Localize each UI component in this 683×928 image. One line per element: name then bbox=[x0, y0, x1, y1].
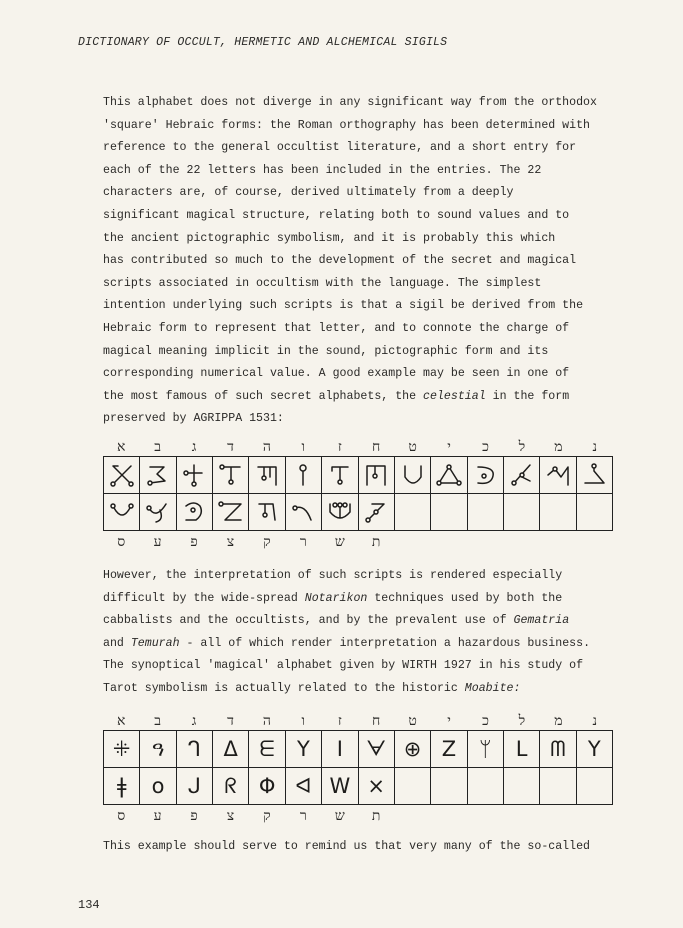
hebrew-letter-row-bottom bbox=[103, 531, 613, 553]
hebrew-letter: ב bbox=[154, 713, 161, 729]
gematria-term: Gematria bbox=[513, 614, 570, 628]
hebrew-letter: צ bbox=[226, 534, 235, 550]
hebrew-letter: ח bbox=[372, 439, 381, 455]
moabite-term: Moabite: bbox=[464, 681, 521, 695]
moabite-glyph bbox=[540, 731, 576, 768]
celestial-glyph-lamed bbox=[504, 457, 540, 494]
empty-cell bbox=[577, 768, 613, 805]
hebrew-letter: ת bbox=[371, 808, 381, 824]
hebrew-letter: י bbox=[447, 713, 451, 729]
hebrew-letter: ק bbox=[263, 534, 271, 550]
moabite-glyph-grid bbox=[103, 731, 613, 805]
moabite-glyph-symbol: I bbox=[336, 736, 343, 761]
empty-cell bbox=[504, 494, 540, 531]
moabite-glyph bbox=[249, 731, 285, 768]
moabite-glyph-symbol: Y bbox=[297, 736, 310, 761]
moabite-glyph bbox=[140, 768, 176, 805]
hebrew-letter: ר bbox=[299, 808, 307, 824]
moabite-glyph-symbol: ᗄ bbox=[366, 736, 387, 761]
moabite-glyph bbox=[213, 768, 249, 805]
celestial-glyph-samekh bbox=[104, 494, 140, 531]
paragraph-2-text-d: - all of which render interpretation a hazardous business. The synoptical 'magical' alphabet given by WIRTH 1927 in his study of Tarot symbolism is actually related to the historic bbox=[103, 636, 591, 695]
empty-cell bbox=[504, 768, 540, 805]
empty-cell bbox=[431, 768, 467, 805]
moabite-glyph bbox=[468, 731, 504, 768]
celestial-glyph-tzaddi bbox=[213, 494, 249, 531]
hebrew-letter: ט bbox=[408, 439, 417, 455]
hebrew-letter: ט bbox=[408, 713, 417, 729]
hebrew-letter: מ bbox=[554, 439, 563, 455]
moabite-glyph bbox=[322, 731, 358, 768]
empty-cell bbox=[468, 494, 504, 531]
moabite-glyph-symbol: Z bbox=[441, 736, 457, 761]
moabite-glyph-symbol: ᒪ bbox=[515, 736, 528, 761]
hebrew-letter: נ bbox=[592, 439, 598, 455]
hebrew-letter-row bbox=[103, 438, 613, 457]
celestial-glyph-caph bbox=[468, 457, 504, 494]
celestial-glyph-he bbox=[249, 457, 285, 494]
moabite-glyph bbox=[177, 731, 213, 768]
hebrew-letter: ג bbox=[191, 713, 197, 729]
hebrew-letter: ו bbox=[301, 713, 306, 729]
empty-cell bbox=[395, 494, 431, 531]
moabite-glyph bbox=[431, 731, 467, 768]
hebrew-letter: ז bbox=[337, 713, 342, 729]
empty-cell bbox=[540, 494, 576, 531]
paragraph-1-text: This alphabet does not diverge in any significant way from the orthodox 'square' Hebraic forms: the Roman orthography has been determined with reference to the general occultist literature, and a short entry for each of the 22 letters has been included in the entries. The 22 characters are, of course, derived ultimately from a deeply significant magical structure, relating both to sound values and to the ancient pictographic symbolism, and it is probably this which has contributed so much to the development of the secret and magical scripts associated in occultism with the language. The simplest intention underlying such scripts is that a sigil be derived from the Hebraic form to represent that letter, and to connote the charge of magical meaning implicit in the sound, pictographic form and its corresponding numerical value. A good example may be seen in one of the most famous of such secret alphabets, the bbox=[103, 96, 597, 403]
hebrew-letter: ש bbox=[334, 808, 345, 824]
celestial-glyph-nun bbox=[577, 457, 613, 494]
paragraph-1-end: in the form preserved by AGRIPPA 1531: bbox=[103, 389, 570, 426]
moabite-glyph-symbol: Φ bbox=[258, 773, 276, 798]
moabite-glyph bbox=[504, 731, 540, 768]
moabite-glyph-symbol: ⊕ bbox=[403, 736, 422, 761]
moabite-alphabet-table bbox=[103, 712, 613, 827]
celestial-glyph-zain bbox=[322, 457, 358, 494]
celestial-glyph-tau bbox=[359, 494, 395, 531]
hebrew-letter: נ bbox=[592, 713, 598, 729]
hebrew-letter: ל bbox=[518, 439, 526, 455]
hebrew-letter: ר bbox=[299, 534, 307, 550]
moabite-glyph-symbol: ꔰ bbox=[112, 736, 131, 761]
celestial-glyph-beth bbox=[140, 457, 176, 494]
running-header: DICTIONARY OF OCCULT, HERMETIC AND ALCHEMICAL SIGILS bbox=[78, 36, 448, 49]
paragraph-2-text-b: techniques used by both the cabbalists and the occultists, and by the prevalent use of bbox=[103, 591, 563, 628]
hebrew-letter: ע bbox=[153, 808, 162, 824]
moabite-glyph bbox=[359, 768, 395, 805]
celestial-glyph-daleth bbox=[213, 457, 249, 494]
hebrew-letter: ב bbox=[154, 439, 161, 455]
moabite-glyph bbox=[213, 731, 249, 768]
celestial-glyph-heth bbox=[359, 457, 395, 494]
moabite-glyph-symbol: Y bbox=[587, 736, 601, 761]
hebrew-letter: ד bbox=[227, 713, 234, 729]
hebrew-letter: כ bbox=[482, 439, 489, 455]
celestial-glyph-pe bbox=[177, 494, 213, 531]
moabite-glyph bbox=[104, 731, 140, 768]
hebrew-letter: י bbox=[447, 439, 451, 455]
hebrew-letter: מ bbox=[554, 713, 563, 729]
paragraph-2 bbox=[103, 565, 651, 701]
moabite-glyph-symbol: W bbox=[329, 773, 351, 798]
hebrew-letter: כ bbox=[482, 713, 489, 729]
empty-cell bbox=[468, 768, 504, 805]
celestial-glyph-resh bbox=[286, 494, 322, 531]
moabite-glyph-symbol: ዓ bbox=[151, 736, 165, 761]
hebrew-letter: ש bbox=[334, 534, 345, 550]
celestial-glyph-teth bbox=[395, 457, 431, 494]
hebrew-letter-row-bottom bbox=[103, 805, 613, 827]
hebrew-letter: ס bbox=[117, 534, 126, 550]
celestial-glyph-mem bbox=[540, 457, 576, 494]
hebrew-letter: פ bbox=[190, 808, 198, 824]
moabite-glyph-symbol: ᗰ bbox=[550, 736, 566, 761]
celestial-glyph-yod bbox=[431, 457, 467, 494]
hebrew-letter: ע bbox=[153, 534, 162, 550]
moabite-glyph-symbol: Δ bbox=[223, 736, 238, 761]
moabite-glyph-symbol: ᒉ bbox=[187, 736, 201, 761]
hebrew-letter: ד bbox=[227, 439, 234, 455]
hebrew-letter: ק bbox=[263, 808, 271, 824]
hebrew-letter: ס bbox=[117, 808, 126, 824]
moabite-glyph-symbol: ᛘ bbox=[478, 736, 492, 761]
moabite-glyph bbox=[286, 731, 322, 768]
moabite-glyph-symbol: ᒍ bbox=[187, 773, 201, 798]
moabite-glyph-symbol: ᐊ bbox=[295, 773, 312, 798]
hebrew-letter: ח bbox=[372, 713, 381, 729]
notarikon-term: Notarikon bbox=[304, 591, 368, 605]
hebrew-letter: א bbox=[117, 713, 126, 729]
moabite-glyph-symbol: o bbox=[151, 773, 165, 798]
hebrew-letter: פ bbox=[190, 534, 198, 550]
celestial-alphabet-table bbox=[103, 438, 613, 553]
hebrew-letter: ל bbox=[518, 713, 526, 729]
celestial-glyph-vau bbox=[286, 457, 322, 494]
moabite-glyph bbox=[177, 768, 213, 805]
hebrew-letter: ו bbox=[301, 439, 306, 455]
hebrew-letter-row bbox=[103, 712, 613, 731]
hebrew-letter: ה bbox=[262, 439, 271, 455]
celestial-glyph-ayin bbox=[140, 494, 176, 531]
hebrew-letter: ז bbox=[337, 439, 342, 455]
page-number: 134 bbox=[78, 898, 100, 912]
moabite-glyph bbox=[104, 768, 140, 805]
moabite-glyph-symbol: × bbox=[367, 773, 385, 798]
empty-cell bbox=[577, 494, 613, 531]
paragraph-2-text-c: and bbox=[103, 636, 124, 650]
moabite-glyph-symbol: ǂ bbox=[116, 773, 127, 798]
celestial-glyph-grid bbox=[103, 457, 613, 531]
paragraph-1 bbox=[103, 92, 651, 431]
moabite-glyph bbox=[249, 768, 285, 805]
moabite-glyph bbox=[140, 731, 176, 768]
paragraph-2-text-a: However, the interpretation of such scripts is rendered especially difficult by the wide-spread bbox=[103, 569, 563, 605]
moabite-glyph-symbol: ᗴ bbox=[259, 736, 275, 761]
moabite-glyph bbox=[286, 768, 322, 805]
empty-cell bbox=[395, 768, 431, 805]
hebrew-letter: ג bbox=[191, 439, 197, 455]
temurah-term: Temurah bbox=[130, 636, 180, 650]
empty-cell bbox=[540, 768, 576, 805]
celestial-glyph-qoph bbox=[249, 494, 285, 531]
moabite-glyph bbox=[322, 768, 358, 805]
paragraph-3: This example should serve to remind us that very many of the so-called bbox=[103, 840, 591, 853]
celestial-glyph-aleph bbox=[104, 457, 140, 494]
celestial-glyph-shin bbox=[322, 494, 358, 531]
celestial-term: celestial bbox=[423, 389, 486, 403]
empty-cell bbox=[431, 494, 467, 531]
moabite-glyph bbox=[577, 731, 613, 768]
moabite-glyph bbox=[395, 731, 431, 768]
celestial-glyph-gimel bbox=[177, 457, 213, 494]
hebrew-letter: ה bbox=[262, 713, 271, 729]
hebrew-letter: צ bbox=[226, 808, 235, 824]
moabite-glyph-symbol: ᖇ bbox=[224, 773, 237, 798]
moabite-glyph bbox=[359, 731, 395, 768]
hebrew-letter: א bbox=[117, 439, 126, 455]
hebrew-letter: ת bbox=[371, 534, 381, 550]
